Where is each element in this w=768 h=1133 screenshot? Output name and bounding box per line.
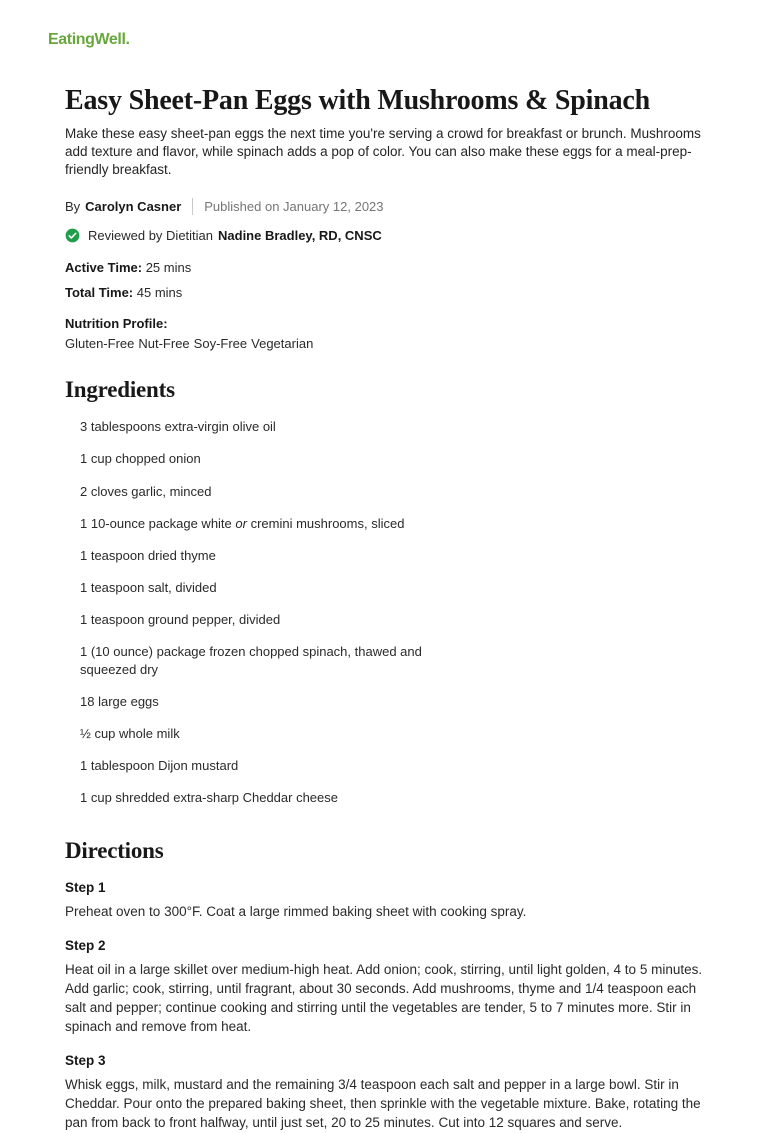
active-time-value: 25 mins [145,260,192,276]
article [65,86,713,1133]
nutrition-label: Nutrition Profile: [65,316,168,332]
reviewer-link[interactable]: Nadine Bradley, RD, CNSC [218,228,382,244]
ingredient-item: ½ cup whole milk [80,725,180,741]
review-line [65,228,713,243]
active-time-label: Active Time: [65,260,143,276]
total-time-label: Total Time: [65,285,134,301]
byline-divider [192,198,193,215]
byline-prefix: By [65,199,81,215]
ingredient-item: 1 cup shredded extra-sharp Cheddar cheese [80,790,338,806]
step-text: Whisk eggs, milk, mustard and the remaining 3/4 teaspoon each salt and pepper in a large bowl. Stir in Cheddar. Pour onto the prepared baking sheet, then sprinkle with the vegetable mixture. Bake, rotating the pan from back to front halfway, until just set, 20 to 25 minutes. Cut into 12 squares and serve. [65,1076,701,1131]
directions-section [65,838,713,1132]
ingredient-item: 1 tablespoon Dijon mustard [80,757,239,773]
review-prefix: Reviewed by Dietitian [88,228,214,244]
ingredient-item: 1 teaspoon ground pepper, divided [80,612,281,628]
ingredient-text: cremini mushrooms, sliced [246,515,405,531]
ingredient-item: 1 (10 ounce) package frozen chopped spinach, thawed and squeezed dry [80,644,422,677]
ingredients-list [65,418,713,806]
nutrition-tag[interactable]: Soy-Free [193,336,248,352]
ingredient-text: 1 10-ounce package white [80,515,236,531]
verified-check-seal-icon [65,228,80,243]
ingredient-item: 3 tablespoons extra-virgin olive oil [80,419,276,435]
step-label: Step 3 [65,1052,106,1068]
ingredient-item: 1 teaspoon salt, divided [80,580,217,596]
ingredient-item: 2 cloves garlic, minced [80,483,212,499]
direction-step [65,1053,713,1133]
page-title: Easy Sheet-Pan Eggs with Mushrooms & Spinach [65,85,650,116]
ingredient-item: 1 cup chopped onion [80,451,201,467]
step-text: Heat oil in a large skillet over medium-high heat. Add onion; cook, stirring, until light golden, 4 to 5 minutes. Add garlic; cook, stirring, until fragrant, about 30 seconds. Add mushrooms, thyme and 1/4 teaspoon each salt and pepper; continue cooking and stirring until the vegetables are tender, 5 to 7 minutes more. Stir in spinach and remove from heat. [65,961,703,1035]
step-label: Step 2 [65,937,106,953]
ingredient-item: 1 teaspoon dried thyme [80,547,216,563]
direction-step [65,938,713,1037]
total-time-value: 45 mins [136,285,183,301]
byline [65,198,713,215]
nutrition-tag[interactable]: Nut-Free [138,336,190,352]
direction-step [65,880,713,921]
nutrition-profile [65,316,713,351]
ingredients-section [65,377,713,806]
eatingwell-logo[interactable]: EatingWell. [48,31,130,48]
ingredients-heading: Ingredients [65,377,175,403]
directions-heading: Directions [65,838,164,864]
ingredient-item [80,515,448,532]
ingredient-text: or [235,515,247,531]
active-time [65,260,713,275]
author-link[interactable]: Carolyn Casner [85,199,182,215]
nutrition-tag[interactable]: Vegetarian [251,336,314,352]
nutrition-tag[interactable]: Gluten-Free [65,336,135,352]
step-text: Preheat oven to 300°F. Coat a large rimmed baking sheet with cooking spray. [65,904,527,920]
nutrition-tags [65,336,713,351]
published-date: Published on January 12, 2023 [204,199,384,215]
ingredient-item: 18 large eggs [80,693,159,709]
step-label: Step 1 [65,880,106,896]
article-description: Make these easy sheet-pan eggs the next time you're serving a crowd for breakfast or brunch. Mushrooms add texture and flavor, while spinach adds a pop of color. You can also make these eggs for a meal-prep-friendly breakfast. [65,126,701,178]
total-time [65,285,713,300]
directions-steps [65,880,713,1132]
site-header [0,0,768,49]
